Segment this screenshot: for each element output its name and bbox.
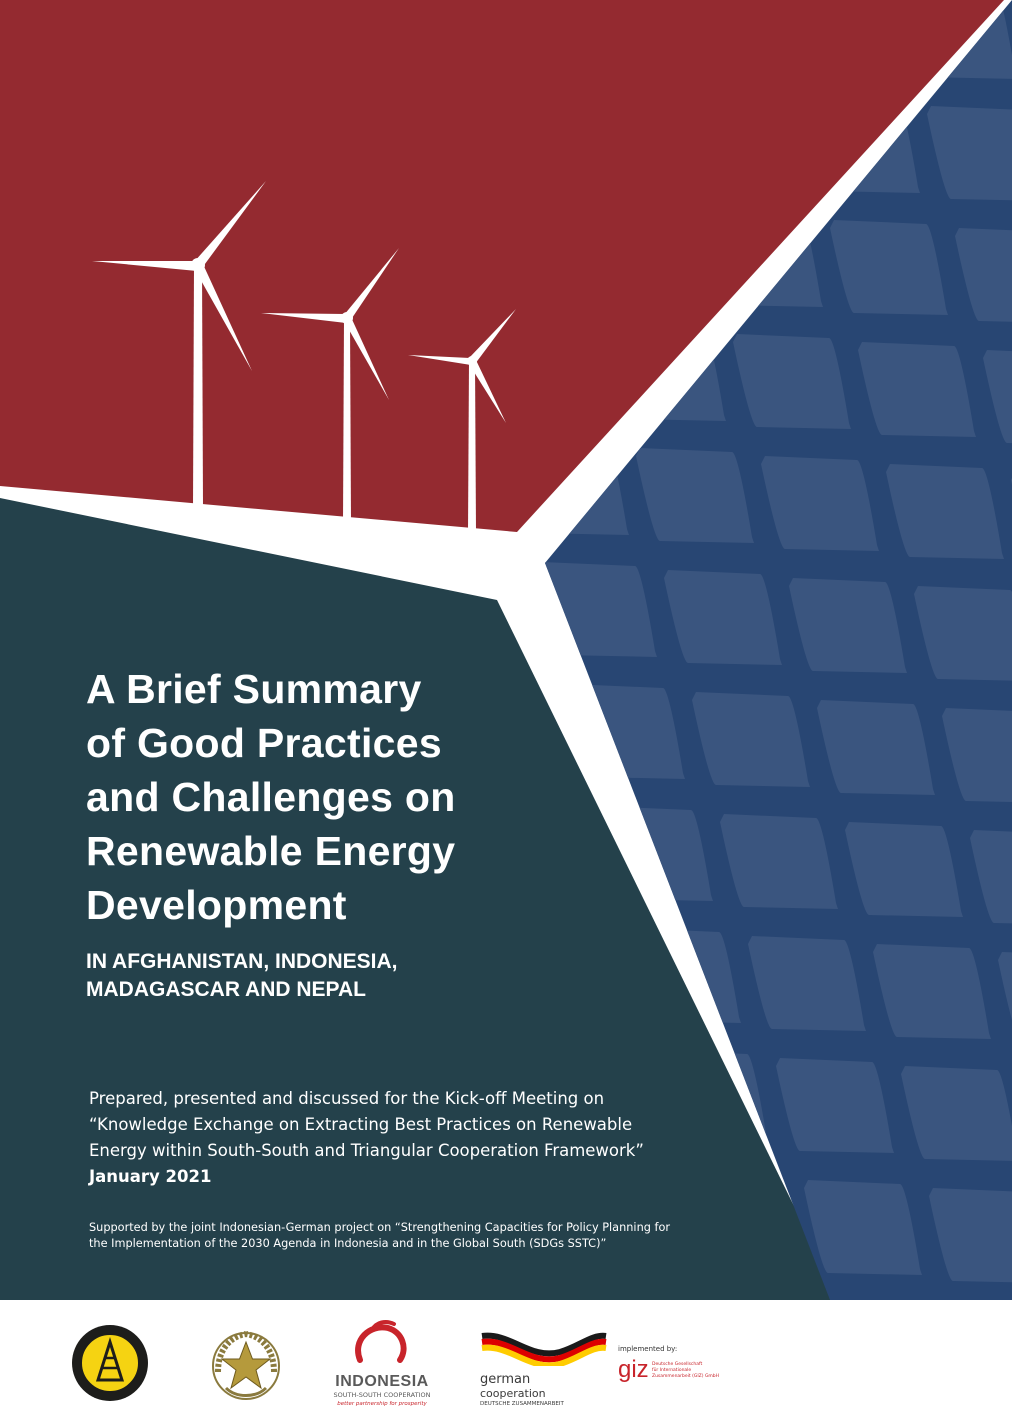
prepared-line: Prepared, presented and discussed for the Kick-off Meeting on [89,1089,605,1108]
report-subtitle [86,948,398,1004]
esdm-ministry-logo [70,1322,150,1404]
indonesia-swirl-icon [330,1318,434,1368]
giz-line3: Zusammenarbeit (GIZ) GmbH [652,1374,720,1379]
indonesia-logo-line: SOUTH-SOUTH COOPERATION [333,1391,431,1399]
solar-cell [567,684,685,779]
german-logo-line2: cooperation [480,1387,546,1400]
title-line: Development [86,882,347,928]
subtitle-line: IN AFGHANISTAN, INDONESIA, [86,950,398,973]
implemented-by-label: implemented by: [618,1345,678,1353]
giz-line1: Deutsche Gesellschaft [652,1362,703,1367]
report-title [86,662,556,932]
title-line: A Brief Summary [86,666,422,712]
prepared-line: Energy within South-South and Triangular Cooperation Framework” [89,1141,644,1160]
supported-line: Supported by the joint Indonesian-German project on “Strengthening Capacities for Policy Planning for [89,1221,671,1234]
title-line: and Challenges on [86,774,456,820]
prepared-line: “Knowledge Exchange on Extracting Best Practices on Renewable [89,1115,633,1134]
indonesia-logo-tagline: better partnership for prosperity [337,1401,427,1407]
prepared-note [89,1086,644,1190]
giz-line2: für Internationale [652,1368,692,1373]
solar-cell [539,562,657,657]
supported-note [89,1220,670,1252]
title-line: Renewable Energy [86,828,456,874]
indonesia-ssc-logo [330,1318,434,1410]
giz-wordmark: giz [618,1356,649,1383]
title-line: of Good Practices [86,720,442,766]
german-logo-line3: DEUTSCHE ZUSAMMENARBEIT [480,1401,564,1407]
indonesia-logo-name: INDONESIA [335,1373,429,1390]
report-date: January 2021 [89,1167,212,1186]
supported-line: the Implementation of the 2030 Agenda in Indonesia and in the Global South (SDGs SSTC)” [89,1237,607,1250]
german-logo-line1: german [480,1372,531,1387]
german-flag-wave-icon [480,1330,610,1366]
star-emblem-logo [206,1326,286,1406]
subtitle-line: MADAGASCAR AND NEPAL [86,978,366,1001]
german-cooperation-logo [480,1330,610,1410]
giz-logo [618,1344,738,1394]
